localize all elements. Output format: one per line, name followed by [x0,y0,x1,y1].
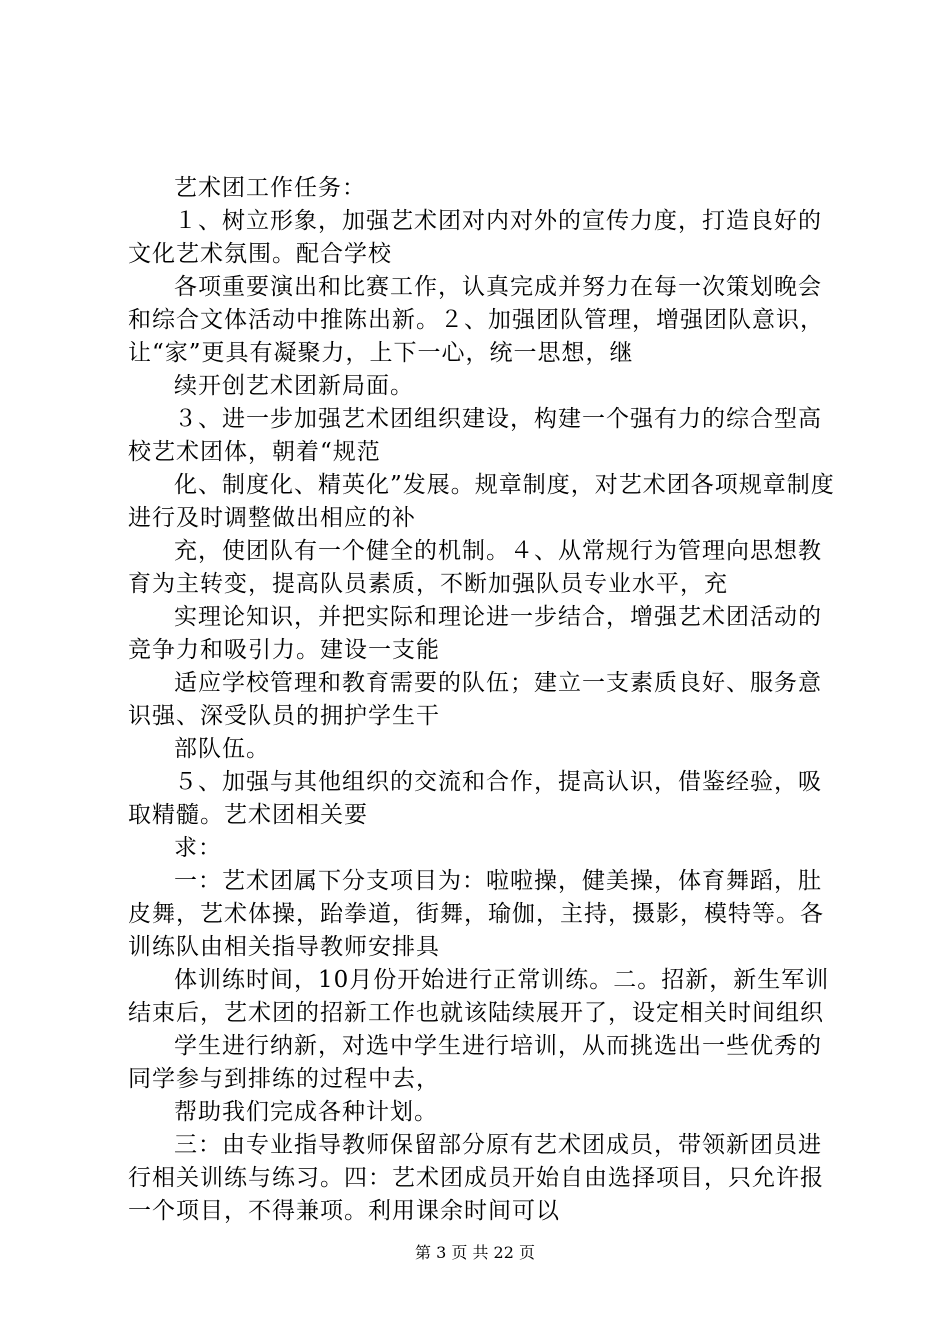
paragraph: 帮助我们完成各种计划。 [174,1099,438,1125]
paragraph: 续开创艺术团新局面。 [174,373,414,399]
paragraph: 实理论知识，并把实际和理论进一步结合，增强艺术团活动的竞争力和吸引力。建设一支能 [128,604,822,663]
paragraph: 艺术团工作任务： [174,175,366,201]
paragraph: １、树立形象，加强艺术团对内对外的宣传力度，打造良好的文化艺术氛围。配合学校 [128,208,822,267]
paragraph: ３、进一步加强艺术团组织建设，构建一个强有力的综合型高校艺术团体，朝着“规范 [128,406,822,465]
paragraph: ５、加强与其他组织的交流和合作，提高认识，借鉴经验，吸取精髓。艺术团相关要 [128,769,822,828]
paragraph: 部队伍。 [174,736,270,762]
paragraph: 各项重要演出和比赛工作，认真完成并努力在每一次策划晚会和综合文体活动中推陈出新。２、加强团队管理，增强团队意识，让“家”更具有凝聚力，上下一心，统一思想，继 [128,274,824,366]
page-number-footer: 第 3 页 共 22 页 [415,1243,535,1262]
paragraph: 化、制度化、精英化”发展。规章制度，对艺术团各项规章制度进行及时调整做出相应的补 [128,472,835,531]
paragraph: 三：由专业指导教师保留部分原有艺术团成员，带领新团员进行相关训练与练习。四：艺术团成员开始自由选择项目，只允许报一个项目，不得兼项。利用课余时间可以 [128,1132,824,1224]
paragraph: 体训练时间，10月份开始进行正常训练。二。招新，新生军训结束后，艺术团的招新工作也就该陆续展开了，设定相关时间组织 [128,967,830,1026]
paragraph: 一：艺术团属下分支项目为：啦啦操，健美操，体育舞蹈，肚皮舞，艺术体操，跆拳道，街舞，瑜伽，主持，摄影，模特等。各训练队由相关指导教师安排具 [128,868,824,960]
paragraph: 适应学校管理和教育需要的队伍；建立一支素质良好、服务意识强、深受队员的拥护学生干 [128,670,822,729]
paragraph: 充，使团队有一个健全的机制。４、从常规行为管理向思想教育为主转变，提高队员素质，不断加强队员专业水平，充 [128,538,822,597]
document-body [128,172,838,1228]
paragraph: 求： [174,835,222,861]
paragraph: 学生进行纳新，对选中学生进行培训，从而挑选出一些优秀的同学参与到排练的过程中去， [128,1033,822,1092]
